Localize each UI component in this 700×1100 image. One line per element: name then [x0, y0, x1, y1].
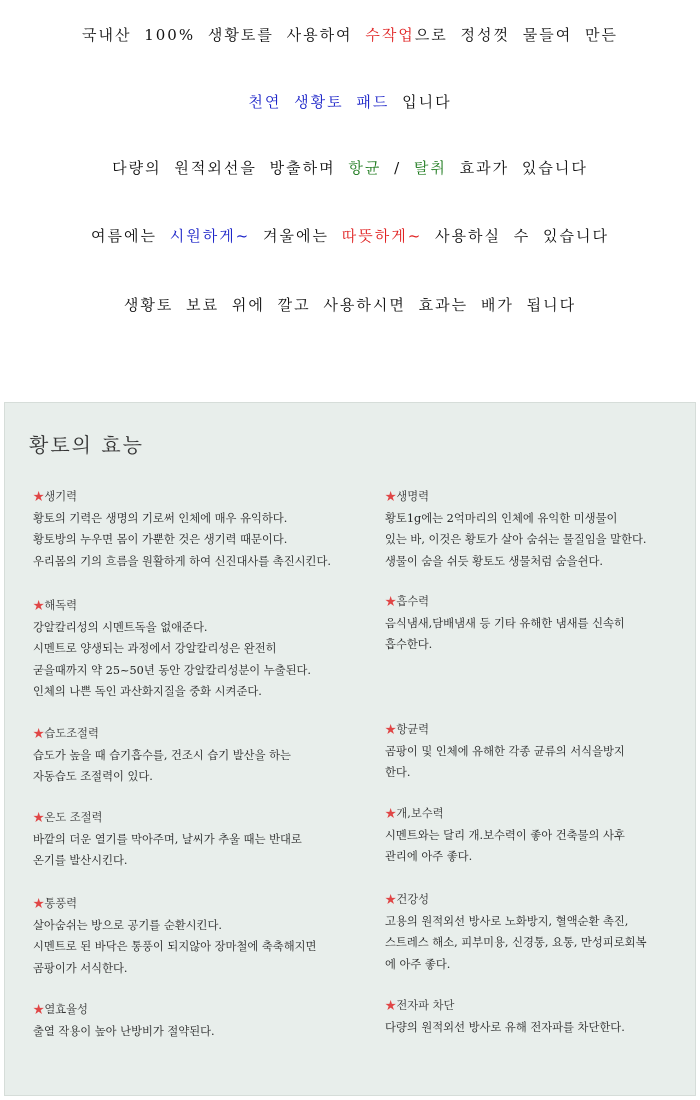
intro-line-1: 국내산 100% 생황토를 사용하여 수작업으로 정성껏 물들여 만든: [81, 26, 619, 44]
star-icon: ★: [33, 490, 45, 503]
effect-right-1: ★흡수력 음식냄새,담배냄새 등 기타 유해한 냄새를 신속히 흡수한다.: [385, 595, 625, 651]
effect-left-4: ★통풍력 살아숨쉬는 방으로 공기를 순환시킨다. 시멘트로 된 바닥은 통풍이 되지않아 장마철에 축축해지면 곰팡이가 서식한다.: [33, 897, 317, 975]
effect-right-3: ★개,보수력 시멘트와는 달리 개.보수력이 좋아 건축물의 사후 관리에 아주 좋다.: [385, 807, 625, 863]
star-icon: ★: [33, 1003, 45, 1016]
star-icon: ★: [385, 490, 397, 503]
effect-left-0: ★생기력 황토의 기력은 생명의 기로써 인체에 매우 유익하다. 황토방의 누우면 몸이 가뿐한 것은 생기력 때문이다. 우리몸의 기의 흐름을 원활하게 하여 신진대사를 촉진시킨다.: [33, 490, 331, 568]
star-icon: ★: [33, 897, 45, 910]
star-icon: ★: [385, 999, 397, 1012]
intro-section: [0, 0, 700, 400]
star-icon: ★: [385, 893, 397, 906]
star-icon: ★: [33, 811, 45, 824]
star-icon: ★: [385, 723, 397, 736]
effect-right-0: ★생명력 황토1g에는 2억마리의 인체에 유익한 미생물이 있는 바, 이것은 황토가 살아 숨쉬는 물질임을 말한다. 생물이 숨을 쉬듯 황토도 생물처럼 숨을쉰다.: [385, 490, 647, 568]
intro-line-5: 생황토 보료 위에 깔고 사용하시면 효과는 배가 됩니다: [123, 296, 577, 314]
panel-title: 황토의 효능: [29, 433, 144, 457]
effect-right-2: ★항균력 곰팡이 및 인체에 유해한 각종 균류의 서식을방지 한다.: [385, 723, 625, 779]
star-icon: ★: [33, 727, 45, 740]
star-icon: ★: [385, 807, 397, 820]
intro-line-4: 여름에는 시원하게~ 겨울에는 따뜻하게~ 사용하실 수 있습니다: [90, 227, 609, 245]
intro-line-3: 다량의 원적외선을 방출하며 항균 / 탈취 효과가 있습니다: [112, 159, 588, 177]
effect-left-2: ★습도조절력 습도가 높을 때 습기흡수를, 건조시 습기 발산을 하는 자동습도 조절력이 있다.: [33, 727, 291, 783]
intro-line-2: 천연 생황토 패드 입니다: [248, 93, 452, 111]
effects-panel: [4, 402, 696, 1096]
effect-left-5: ★열효율성 출열 작용이 높아 난방비가 절약된다.: [33, 1003, 215, 1038]
effect-right-4: ★건강성 고용의 원적외선 방사로 노화방지, 혈액순환 촉진, 스트레스 해소, 피부미용, 신경통, 요통, 만성피로회복 에 아주 좋다.: [385, 893, 647, 971]
effect-right-5: ★전자파 차단 다량의 원적외선 방사로 유해 전자파를 차단한다.: [385, 999, 625, 1034]
star-icon: ★: [385, 595, 397, 608]
star-icon: ★: [33, 599, 45, 612]
effect-left-1: ★해독력 강알칼리성의 시멘트독을 없애준다. 시멘트로 양생되는 과정에서 강알칼리성은 완전히 굳을때까지 약 25~50년 동안 강알칼리성분이 누출된다. 인체의 나쁜 독인 과산화지질을 중화 시켜준다.: [33, 599, 312, 698]
effect-left-3: ★온도 조절력 바깥의 더운 열기를 막아주며, 날씨가 추울 때는 반대로 온기를 발산시킨다.: [33, 811, 302, 867]
